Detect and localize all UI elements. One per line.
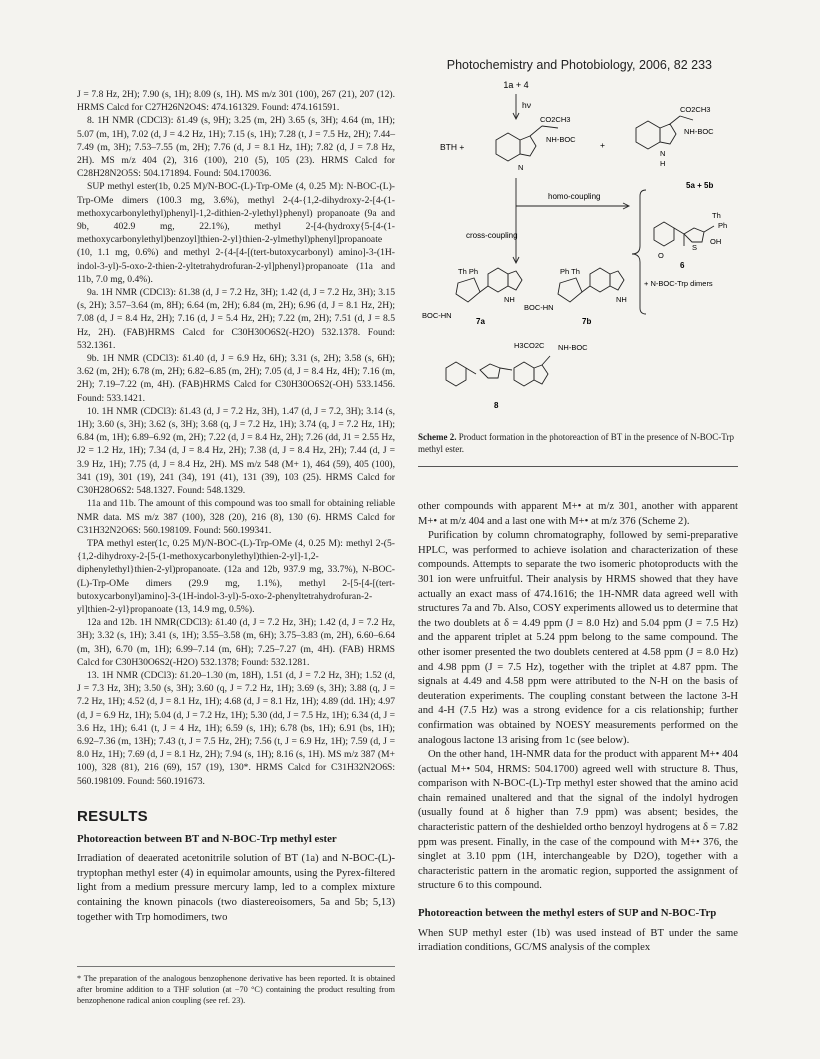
dimers-label: + N-BOC-Trp dimers bbox=[644, 279, 713, 288]
paragraph: 9a. 1H NMR (CDCl3): δ1.38 (d, J = 7.2 Hz, 3H); 1.42 (d, J = 7.2 Hz, 3H); 3.15 (s, 2H); 3.57–3.64 (m, 8H); 6.64 (m, 2H); 6.84 (m, 2H); 6.96 (d, J = 8.1 Hz, 2H); 7.08 (d, J = 8.4 Hz, 2H); 7.16 (d, J = 5.4 Hz, 2H); 7.22 (m, 2H); 7.51 (d, J = 8.5 Hz, 2H). (FAB)HRMS Calcd for C30H30O6S2(-H2O) 532.1378. Found: 532.1361. bbox=[77, 287, 395, 351]
hydrogen-label: H bbox=[660, 159, 666, 168]
compound-7a-label: 7a bbox=[476, 317, 485, 326]
cross-coupling-label: cross-coupling bbox=[466, 231, 518, 240]
paragraph: 8. 1H NMR (CDCl3): δ1.49 (s, 9H); 3.25 (m, 2H) 3.65 (s, 3H); 4.64 (m, 1H); 5.07 (m, 1H), 7.02 (d, J = 4.2 Hz, 1H); 7.15 (s, 1H); 7.28 (t, J = 7.5 Hz, 2H); 7.44–7.49 (m, 3H); 7.53–7.55 (m, 2H); 7.76 (d, J = 8.1 Hz, 1H); 7.82 (d, J = 7.8 Hz, 2H). MS m/z 404 (2), 316 (100), 210 (5), 105 (23). HRMS Calcd for C28H28N2O5S: 504.171894. Found: 504.170036. bbox=[77, 115, 395, 180]
indole-ring-8 bbox=[514, 362, 534, 386]
ester-label: H3CO2C bbox=[514, 341, 545, 350]
nitrogen-label: N bbox=[660, 149, 666, 158]
hv-label: hν bbox=[522, 100, 531, 110]
results-paragraph: Irradiation of deaerated acetonitrile solution of BT (1a) and N-BOC-(L)-tryptophan methyl ester (4) in equimolar amounts, using the Pyrex-filtered light from a medium pressure mercury lamp, led to a complex mixture containing the known pinacols (two diastereoisomers, 5a and 5b; 5,13) together with Trp homodimers, two bbox=[77, 853, 395, 923]
sulfur-label: S bbox=[692, 243, 698, 252]
nitrogen-label: N bbox=[518, 163, 524, 172]
nh-boc-label: NH-BOC bbox=[558, 343, 588, 352]
compound-7b-label: 7b bbox=[582, 317, 592, 326]
ph-label: Ph bbox=[718, 221, 728, 230]
bth-label: BTH + bbox=[440, 142, 465, 152]
th-label: Th bbox=[712, 211, 721, 220]
nh-boc-label: NH-BOC bbox=[684, 127, 714, 136]
paragraph: On the other hand, 1H-NMR data for the product with apparent M+• 404 (actual M+• 504, HRMS: 504.1700) agreed well with structure 8. Thus, comparison with N-BOC-(L)-Trp methyl ester showed that the amino acid chain remained unaltered and that the signal of the indolyl hydrogen (usually found at δ higher than 7.9 ppm) was absent; besides, the characteristic pattern of the deshielded ortho benzoyl hydrogens at δ = 7.82 ppm was present. Finally, in the case of the compound with M+• 376, the singlet at 3.10 ppm (1H, interchangeable by D2O), together with a characteristic pattern in the aromatic region, supported the assignment of structure 6 to this compound. bbox=[418, 749, 738, 892]
compound-8-label: 8 bbox=[494, 401, 499, 410]
plus-sign: + bbox=[600, 140, 605, 150]
reactants-label: 1a + 4 bbox=[503, 80, 529, 90]
paragraph: 10. 1H NMR (CDCl3): δ1.43 (d, J = 7.2 Hz, 3H), 1.47 (d, J = 7.2, 3H); 3.14 (s, 1H); 3.60 (s, 3H); 3.62 (s, 3H); 3.68 (q, J = 7.2 Hz, 1H); 3.74 (q, J = 7.2 Hz, 1H); 6.84 (m, 1H); 6.89–6.92 (m, 2H); 7.22 (d, J = 8.4 Hz, 2H); 7.26 (dd, J1 = 2.55 Hz, J2 = 1.2 Hz, 1H); 7.34 (d, J = 8.4 Hz, 2H); 7.38 (d, J = 8.4 Hz, 2H); 7.44 (d, J = 3.9 Hz, 1H); 7.75 (d, J = 8.4 Hz, 2H). MS m/z 548 (M+ 1), 464 (59), 405 (100), 341 (19), 301 (19), 241 (34), 191 (41), 131 (39), 103 (25). HRMS Calcd for C30H28O6S2: 548.1327. Found: 548.1329. bbox=[77, 405, 395, 497]
indole-ring-b bbox=[660, 124, 676, 144]
paragraph: 13. 1H NMR (CDCl3): δ1.20–1.30 (m, 18H), 1.51 (d, J = 7.2 Hz, 3H); 1.52 (d, J = 7.3 Hz, 3H); 3.50 (s, 3H); 3.60 (q, J = 7.2 Hz, 1H); 3.69 (s, 3H); 3.88 (q, J = 7.2 Hz, 1H); 4.52 (d, J = 8.1 Hz, 1H); 4.68 (d, J = 8.1 Hz, 1H); 4.89 (dd. 1H); 4.97 (d, J = 6.9 Hz, 1H); 5.04 (d, J = 7.2 Hz, 1H); 5.30 (dd, J = 7.5 Hz, 1H); 6.34 (d, J = 3.6 Hz, 1H); 6.41 (t, J = 4 Hz, 1H); 6.59 (s, 1H); 6.78 (bs, 1H); 6.91 (bs, 1H); 6.92–7.36 (m, 13H); 7.43 (t, J = 7.5 Hz, 2H); 7.56 (t, J = 6.9 Hz, 1H); 7.59 (d, J = 8.0 Hz, 1H); 7.69 (d, J = 8.1 Hz, 2H); 7.94 (s, 1H); 8.16 (s, 1H). MS m/z 387 (M+ 100), 328 (81), 216 (69), 157 (19), 130*. HRMS Calcd for C31H32N2O6S: 560.198109. Found: 560.191673. bbox=[77, 669, 395, 787]
paragraph: J = 7.8 Hz, 2H); 7.90 (s, 1H); 8.09 (s, 1H). MS m/z 301 (100), 267 (21), 207 (12). HRMS Calcd for C27H26N2O4S: 474.161329. Found: 474.161591. bbox=[77, 89, 395, 114]
oxygen-label: O bbox=[658, 251, 664, 260]
scheme-caption bbox=[418, 432, 738, 455]
nh-boc-label: NH-BOC bbox=[546, 135, 576, 144]
paragraph: When SUP methyl ester (1b) was used instead of BT under the same irradiation conditions, GC/MS analysis of the complex bbox=[418, 927, 738, 954]
benzene-ring-6 bbox=[654, 222, 674, 246]
nh-label: NH bbox=[504, 295, 515, 304]
right-column bbox=[418, 500, 738, 956]
paragraph: other compounds with apparent M+• at m/z 301, another with apparent M+• at m/z 404 and a last one with M+• at m/z 376 (Scheme 2). bbox=[418, 501, 738, 527]
ester-label: CO2CH3 bbox=[540, 115, 571, 124]
paragraph: 9b. 1H NMR (CDCl3): δ1.40 (d, J = 6.9 Hz, 6H); 3.31 (s, 2H); 3.58 (s, 6H); 3.62 (m, 2H); 6.78 (m, 2H); 6.82–6.85 (m, 2H); 7.05 (d, J = 8.4 Hz, 4H); 7.16 (m, 2H); 7.19–7.22 (m, 4H). (FAB)HRMS Calcd for C30H30O6S2(-OH) 533.1456. Found: 533.1421. bbox=[77, 353, 395, 404]
thiophene-ring-8 bbox=[480, 364, 500, 378]
benzene-ring-8 bbox=[446, 362, 466, 386]
products-5-label: 5a + 5b bbox=[686, 181, 714, 190]
substituent-label: Ph Th bbox=[560, 267, 580, 276]
left-column bbox=[77, 88, 395, 925]
nh-label: NH bbox=[616, 295, 627, 304]
indole-ring-7a bbox=[488, 268, 508, 292]
compound-6-label: 6 bbox=[680, 261, 685, 270]
paragraph: SUP methyl ester(1b, 0.25 M)/N-BOC-(L)-Trp-OMe (4, 0.25 M): N-BOC-(L)-Trp-OMe dimers (100.3 mg, 3.6%), methyl 2-(4-{1,2-dihydroxy-2-[4-(1-methoxycarbonylethyl)phenyl]-1,2-dithien-2-ylethyl}phenyl) propanoate (9a and 9b, 402.9 mg, 22.1%), methyl 2-[4-(hydroxy{5-[4-(1-methoxycarbonylethyl)benzoyl]thien-2-yl}thien-2-ylmethyl)phenyl]propanoate (10, 1.1 mg, 0.6%) and methyl 2-{4-[4-[(tert-butoxycarbonyl) amino]-3-(1H-indol-3-yl)-5-oxo-2-thien-2-yltetrahydrofuran-2-yl]phenyl}propanoate (11a and 11b, 7.0 mg, 0.4%). bbox=[77, 181, 395, 285]
paragraph: 12a and 12b. 1H NMR(CDCl3): δ1.40 (d, J = 7.2 Hz, 3H); 1.42 (d, J = 7.2 Hz, 3H); 3.32 (s, 1H); 3.41 (s, 1H); 3.55–3.58 (m, 6H); 3.75–3.83 (m, 2H), 6.60–6.64 (m, 3H), 6.70 (m, 1H); 6.99–7.14 (m, 6H); 7.25–7.27 (m, 4H). (FAB) HRMS Calcd for C30H30O6S2(-H2O) 532.1378; Found: 532.1281. bbox=[77, 617, 395, 668]
paragraph: Purification by column chromatography, followed by semi-preparative HPLC, was performed to achieve isolation and characterization of these compounds. Attempts to separate the two isomeric photoproducts with the 301 ion were unfruitful. Their analysis by HRMS showed that they have actually an exact mass of 474.1616; the 1H-NMR data agreed well with structures 7a and 7b. Also, COSY experiments allowed us to determine that the two doublets at δ = 4.49 ppm (J = 8.0 Hz) and 5.04 ppm (J = 7.5 Hz) and the apparent triplet at 5.24 ppm belong to the same compound. The other isomer presented the two doublets centered at 4.58 ppm (J = 8.0 Hz) and 4.98 ppm (J = 7.5 Hz), together with the triplet at 4.87 ppm. The signals at 4.49 and 4.58 ppm were attributed to the N-H on the basis of deuteration experiments. The coupling constant between the lactone 3-H and 4-H (7.5 Hz) was a strong evidence for a cis relationship; further confirmation was obtained by NOESY measurements performed on the analogous lactone 13 arising from 1c (see below). bbox=[418, 530, 739, 746]
caption-divider bbox=[418, 466, 738, 467]
indole-ring-7b bbox=[590, 268, 610, 292]
boc-hn-label: BOC-HN bbox=[524, 303, 554, 312]
paragraph: 11a and 11b. The amount of this compound was too small for obtaining reliable NMR data. MS m/z 387 (100), 328 (20), 216 (8), 130 (6). HRMS Calcd for C31H32N2O6S: 560.198109. Found: 560.199341. bbox=[77, 498, 395, 536]
product-bracket bbox=[632, 190, 646, 314]
footnote: * The preparation of the analogous benzophenone derivative has been reported. It is obtained after bromine addition to a THF solution (at −70 °C) containing the product resulting from benzophenone radical anion coupling (see ref. 23). bbox=[77, 966, 395, 1006]
reaction-scheme bbox=[418, 78, 738, 428]
caption-label: Scheme 2. bbox=[418, 432, 457, 442]
indole-ring-a bbox=[520, 136, 536, 156]
boc-hn-label: BOC-HN bbox=[422, 311, 452, 320]
thiophene-ring-6 bbox=[684, 228, 704, 242]
indole-ring-a bbox=[496, 133, 520, 161]
running-head: Photochemistry and Photobiology, 2006, 82 233 bbox=[446, 58, 712, 72]
caption-text: Product formation in the photoreaction of BT in the presence of N-BOC-Trp methyl ester. bbox=[418, 432, 734, 454]
lactone-ring-7b bbox=[558, 278, 582, 302]
substituent-label: Th Ph bbox=[458, 267, 479, 276]
oh-label: OH bbox=[710, 237, 722, 246]
section-title: RESULTS bbox=[77, 807, 148, 825]
subsection-title: Photoreaction between BT and N-BOC-Trp methyl ester bbox=[77, 832, 337, 845]
indole-ring-b bbox=[636, 121, 660, 149]
paragraph: TPA methyl ester(1c, 0.25 M)/N-BOC-(L)-Trp-OMe (4, 0.25 M): methyl 2-(5-{1,2-dihydroxy-2-[5-(1-methoxycarbonylethyl)thien-2-yl]-1,2-diphenylethyl}thien-2-yl)propanoate. (12a and 12b, 937.9 mg, 33.7%), N-BOC-(L)-Trp-OMe dimers (29.9 mg, 1.1%), methyl 2-[5-[4-[(tert-butoxycarbonyl)amino]-3-(1H-indol-3-yl)-5-oxo-2-phenyltetrahydrofuran-2-yl]thien-2-yl}propanoate (13, 14.9 mg, 0.5%). bbox=[77, 537, 395, 615]
homo-coupling-label: homo-coupling bbox=[548, 192, 601, 201]
ester-label: CO2CH3 bbox=[680, 105, 711, 114]
lactone-ring-7a bbox=[456, 278, 480, 302]
subsection-title: Photoreaction between the methyl esters of SUP and N-BOC-Trp bbox=[418, 907, 717, 920]
